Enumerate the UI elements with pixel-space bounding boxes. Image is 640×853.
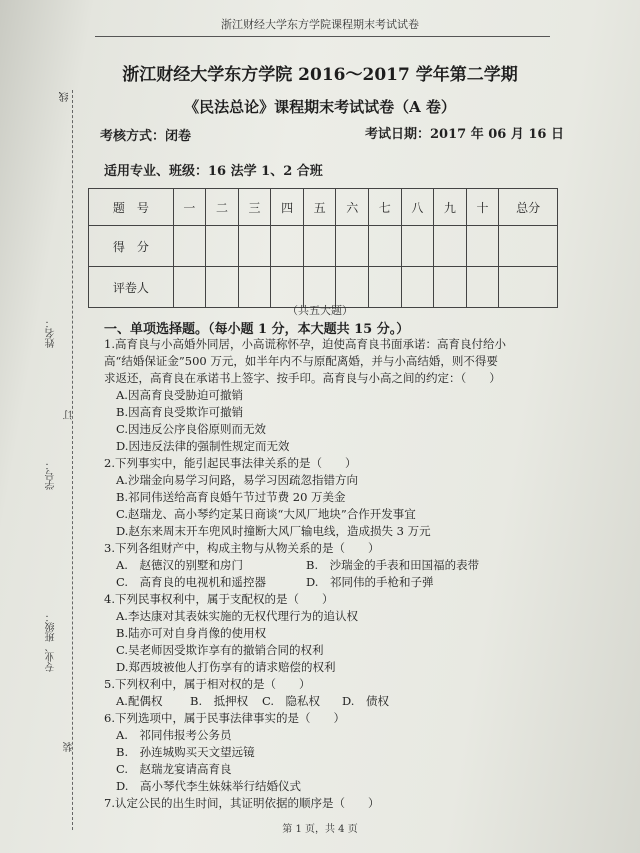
question-4-stem: 4.下列民事权利中，属于支配权的是（ ） — [104, 592, 334, 606]
question-6-option-d: D. 高小琴代李生妹妹举行结婚仪式 — [116, 779, 301, 793]
question-1-option-a: A.因高育良受胁迫可撤销 — [116, 388, 243, 402]
binding-line — [72, 90, 73, 830]
question-1-option-d: D.因违反法律的强制性规定而无效 — [116, 439, 290, 453]
score-header-cell: 九 — [434, 189, 467, 226]
question-5-option-c: C. 隐私权 — [262, 694, 321, 708]
question-6-option-b: B. 孙连城购买天文望远镜 — [116, 745, 255, 759]
score-cell — [499, 226, 558, 267]
score-header-cell: 五 — [303, 189, 336, 226]
question-2-stem: 2.下列事实中，能引起民事法律关系的是（ ） — [104, 456, 357, 470]
score-cell — [173, 226, 206, 267]
score-header-cell: 七 — [369, 189, 402, 226]
score-header-cell: 二 — [206, 189, 239, 226]
grader-row-label: 评卷人 — [89, 267, 174, 308]
side-label-zhuang: 装 — [64, 742, 75, 752]
score-table-header-row — [89, 189, 558, 226]
question-5-option-d: D. 债权 — [342, 694, 389, 708]
score-cell — [206, 226, 239, 267]
question-5-option-a: A.配偶权 — [116, 694, 163, 708]
score-cell — [271, 226, 304, 267]
question-7-stem: 7.认定公民的出生时间，其证明依据的顺序是（ ） — [104, 796, 380, 810]
exam-date: 考试日期：2017 年 06 月 16 日 — [365, 127, 564, 142]
page-header: 浙江财经大学东方学院课程期末考试试卷 — [221, 18, 419, 31]
page-footer: 第 1 页，共 4 页 — [282, 824, 358, 835]
question-3-option-d: D. 祁同伟的手枪和子弹 — [306, 575, 434, 589]
question-5-option-b: B. 抵押权 — [190, 694, 249, 708]
question-2-option-a: A.沙瑞金向易学习问路，易学习因疏忽指错方向 — [116, 473, 358, 487]
score-row-label: 得 分 — [89, 226, 174, 267]
side-label-student-id: 学号： — [46, 460, 57, 490]
score-header-cell: 四 — [271, 189, 304, 226]
question-4-option-b: B.陆亦可对自身肖像的使用权 — [116, 626, 267, 640]
score-row — [89, 226, 558, 267]
score-cell — [336, 226, 369, 267]
exam-title: 浙江财经大学东方学院 2016～2017 学年第二学期 — [122, 65, 518, 85]
applicable-class: 适用专业、班级：16 法学 1、2 合班 — [104, 164, 323, 179]
question-1-option-b: B.因高育良受欺诈可撤销 — [116, 405, 244, 419]
section-heading: 一、单项选择题。（每小题 1 分，本大题共 15 分。） — [104, 322, 410, 337]
question-4-option-a: A.李达康对其表妹实施的无权代理行为的追认权 — [116, 609, 358, 623]
question-3-option-b: B. 沙瑞金的手表和田国福的表带 — [306, 558, 480, 572]
section-count-note: （共五大题） — [287, 304, 353, 317]
question-1-line-1: 1.高育良与小高婚外同居，小高谎称怀孕，迫使高育良书面承诺：高育良付给小 — [104, 337, 506, 351]
score-cell — [303, 226, 336, 267]
score-header-cell: 六 — [336, 189, 369, 226]
score-cell — [369, 226, 402, 267]
question-2-option-d: D.赵东来周末开车兜风时撞断大风厂输电线，造成损失 3 万元 — [116, 524, 431, 538]
score-header-cell: 八 — [401, 189, 434, 226]
question-3-option-a: A. 赵德汉的别墅和房门 — [116, 558, 243, 572]
score-cell — [401, 226, 434, 267]
question-4-option-c: C.吴老师因受欺诈享有的撤销合同的权利 — [116, 643, 324, 657]
score-header-cell: 总分 — [499, 189, 558, 226]
exam-method: 考核方式：闭卷 — [100, 129, 192, 144]
question-3-option-c: C. 高育良的电视机和遥控器 — [116, 575, 267, 589]
question-6-stem: 6.下列选项中，属于民事法律事实的是（ ） — [104, 711, 345, 725]
question-1-line-3: 求返还，高育良在承诺书上签字、按手印。高育良与小高之间的约定：（ ） — [104, 371, 501, 385]
score-header-cell: 十 — [466, 189, 499, 226]
question-2-option-c: C.赵瑞龙、高小琴约定某日商谈“大风厂地块”合作开发事宜 — [116, 507, 416, 521]
side-label-name: 姓名： — [46, 318, 57, 348]
score-header-cell: 三 — [238, 189, 271, 226]
score-header-cell: 题 号 — [89, 189, 174, 226]
question-1-line-2: 高“结婚保证金”500 万元，如半年内不与原配离婚，并与小高结婚，则不得要 — [104, 354, 498, 368]
exam-subtitle: 《民法总论》课程期末考试试卷（A 卷） — [184, 98, 456, 116]
question-4-option-d: D.郑西坡被他人打伤享有的请求赔偿的权利 — [116, 660, 336, 674]
score-cell — [238, 226, 271, 267]
question-6-option-a: A. 祁同伟报考公务员 — [116, 728, 232, 742]
question-2-option-b: B.祁同伟送给高育良婚午节过节费 20 万美金 — [116, 490, 346, 504]
question-3-stem: 3.下列各组财产中，构成主物与从物关系的是（ ） — [104, 541, 380, 555]
score-cell — [434, 226, 467, 267]
header-rule — [95, 36, 550, 37]
score-cell — [466, 226, 499, 267]
score-header-cell: 一 — [173, 189, 206, 226]
question-6-option-c: C. 赵瑞龙宴请高育良 — [116, 762, 232, 776]
score-table — [88, 188, 558, 308]
question-1-option-c: C.因违反公序良俗原则而无效 — [116, 422, 267, 436]
question-5-stem: 5.下列权利中，属于相对权的是（ ） — [104, 677, 311, 691]
side-label-xian: 线 — [60, 92, 71, 102]
side-label-ding: 订 — [64, 410, 75, 420]
side-label-class: 专业、班级： — [46, 612, 57, 672]
